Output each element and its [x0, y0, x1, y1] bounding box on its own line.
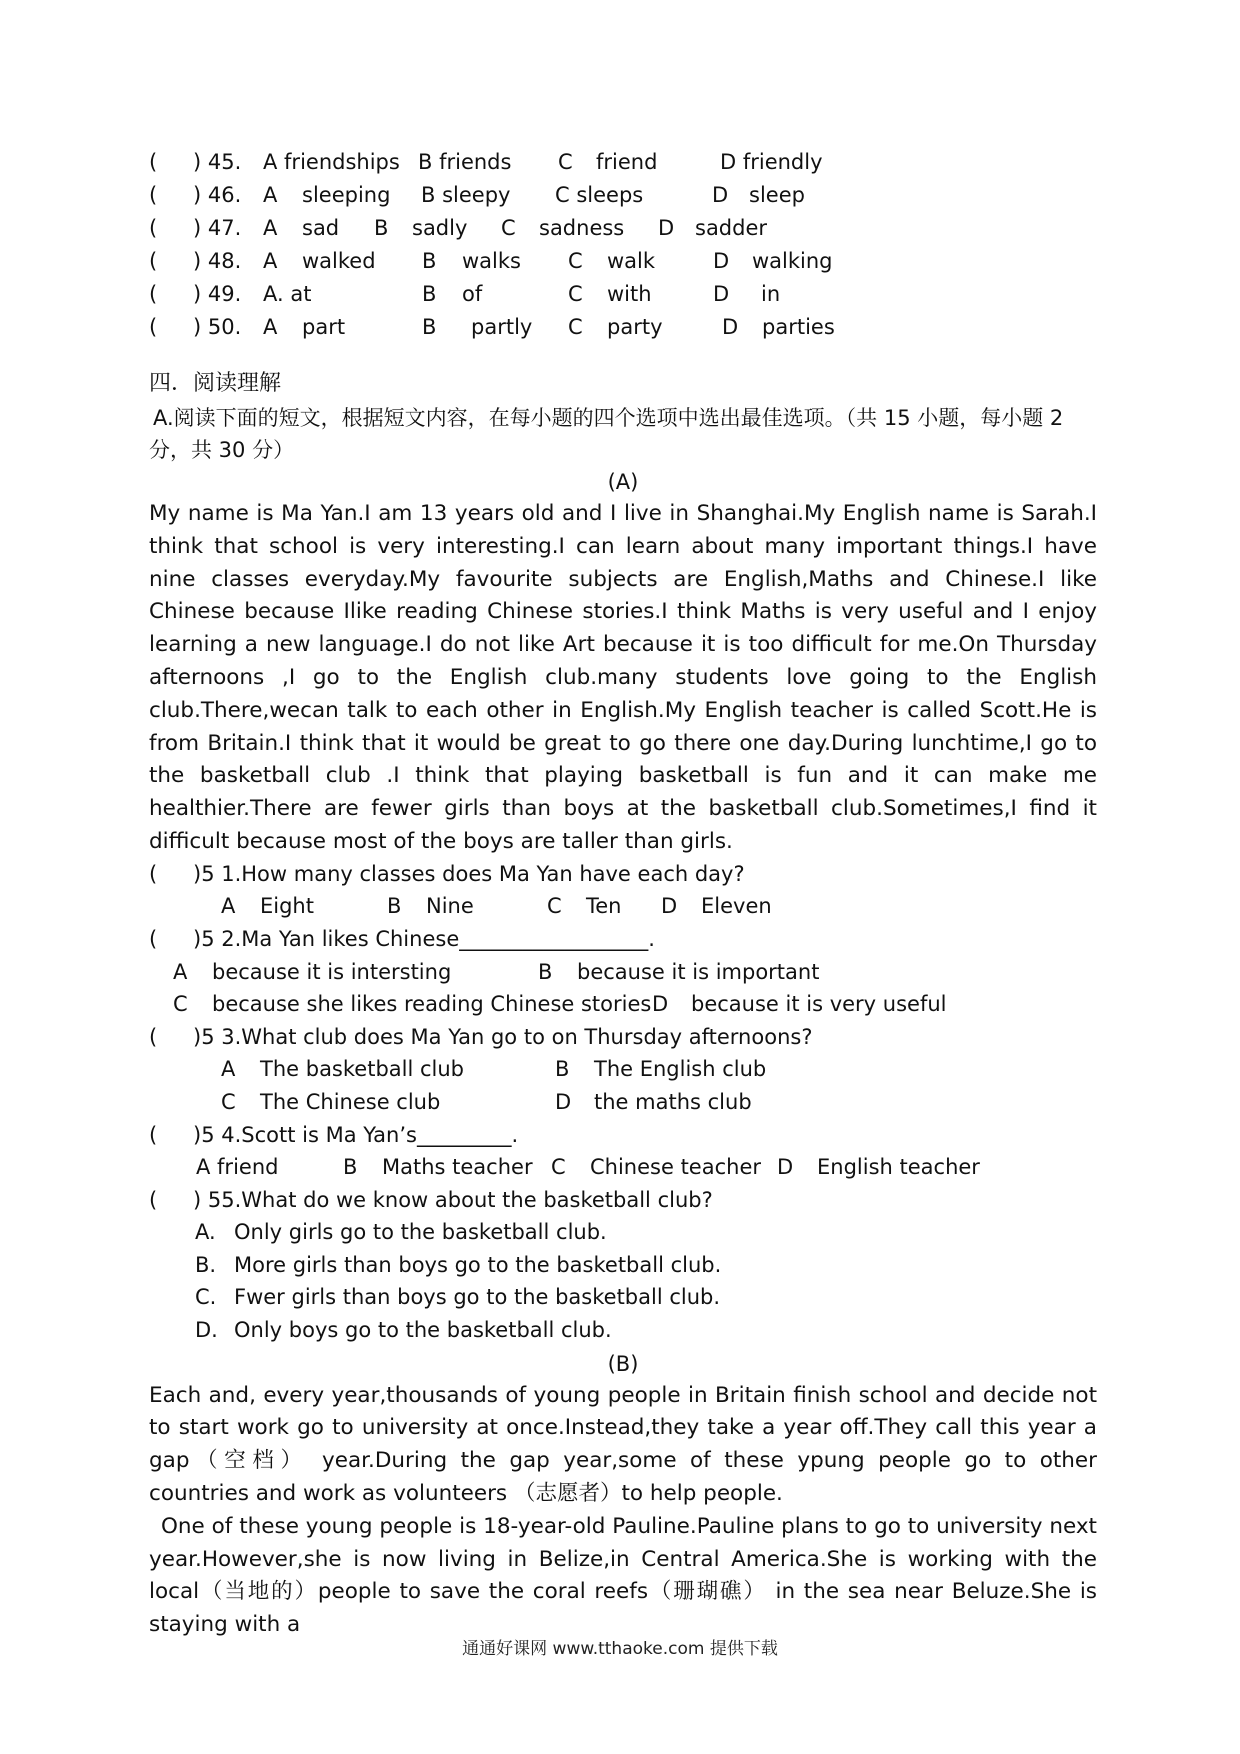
question-stem: ) 55.What do we know about the basketball club? — [193, 1187, 713, 1212]
question-stem: )5 1.How many classes does Ma Yan have each day? — [193, 861, 745, 886]
question-stem: )5 4.Scott is Ma Yan’s_________. — [193, 1122, 519, 1147]
option: B — [422, 249, 437, 273]
item-number: ) 50. — [193, 315, 242, 339]
mc-item-50 — [149, 311, 1097, 344]
mc-item-46 — [149, 179, 1097, 212]
option: friend — [596, 150, 658, 174]
option-letter: C — [551, 1155, 566, 1180]
option: walk — [607, 249, 656, 273]
mc-item-48 — [149, 245, 1097, 278]
passage-a-label: (A) — [607, 470, 639, 494]
item-number: ) 45. — [193, 150, 242, 174]
section-instructions: A.阅读下面的短文，根据短文内容，在每小题的四个选项中选出最佳选项。（共 15 小题，每小题 2 分，共 30 分） — [149, 406, 1064, 462]
answer-paren: ( — [149, 861, 158, 886]
option: walking — [752, 249, 833, 273]
option: B — [422, 315, 437, 339]
question-52 — [149, 924, 1097, 957]
question-stem: )5 3.What club does Ma Yan go to on Thursday afternoons? — [193, 1024, 813, 1049]
option-letter: A — [173, 959, 188, 984]
option: B — [422, 282, 437, 306]
option-letter: A. — [195, 1220, 216, 1245]
option: A friendships — [263, 150, 400, 174]
option: D — [712, 183, 729, 207]
option: of — [462, 282, 483, 306]
option-text: Nine — [426, 894, 474, 919]
option: A — [263, 315, 278, 339]
option-letter: B — [387, 894, 402, 919]
option: A — [263, 216, 278, 240]
option-letter: A — [221, 894, 236, 919]
mc-item-45 — [149, 146, 1097, 179]
option: D — [713, 282, 730, 306]
question-55-option-b — [149, 1250, 1097, 1283]
question-stem: )5 2.Ma Yan likes Chinese__________________. — [193, 926, 655, 951]
page-footer: 通通好课网 www.tthaoke.com 提供下载 — [462, 1639, 778, 1659]
mc-item-47 — [149, 212, 1097, 245]
option-letter: C. — [195, 1285, 217, 1310]
answer-paren: ( — [149, 150, 158, 174]
option: in — [761, 282, 781, 306]
option-text: The English club — [594, 1057, 767, 1082]
option: A — [263, 183, 278, 207]
option-text: because it is important — [577, 959, 820, 984]
option-text: because she likes reading Chinese stories — [212, 992, 652, 1017]
passage-a-text: My name is Ma Yan.I am 13 years old and I live in Shanghai.My English name is Sarah.I think that school is very interesting.I can learn about many important things.I have nine classes everyday.My favourite subjects are English,Maths and Chinese.I like Chinese because Ilike reading Chinese stories.I think Maths is very useful and I enjoy learning a new language.I do not like Art because it is too difficult for me.On Thursday afternoons ,I go to the English club.many students love going to the English club.There,wecan talk to each other in English.My English teacher is called Scott.He is from Britain.I think that it would be great to go there one day.During lunchtime,I go to the basketball club .I think that playing basketball is fun and it can make me healthier.There are fewer girls than boys at the basketball club.Sometimes,I find it difficult because most of the boys are taller than girls. — [149, 501, 1097, 854]
option-text: Chinese teacher — [590, 1155, 762, 1180]
option-letter: A — [221, 1057, 236, 1082]
option: A. at — [263, 282, 312, 306]
option-text: A friend — [196, 1155, 279, 1180]
answer-paren: ( — [149, 315, 158, 339]
question-53 — [149, 1022, 1097, 1055]
option-letter: B — [538, 959, 553, 984]
option-text: because it is very useful — [691, 992, 947, 1017]
option-text: Ten — [586, 894, 622, 919]
option: D — [713, 249, 730, 273]
option-text: Eight — [260, 894, 314, 919]
answer-paren: ( — [149, 183, 158, 207]
option: sleeping — [302, 183, 391, 207]
question-54 — [149, 1120, 1097, 1153]
option-text: Maths teacher — [382, 1155, 533, 1180]
option-letter: D — [661, 894, 678, 919]
answer-paren: ( — [149, 216, 158, 240]
option-letter: B — [555, 1057, 570, 1082]
passage-b-paragraph-2: One of these young people is 18-year-old Pauline.Pauline plans to go to university next year.However,she is now living in Belize,in Central America.She is working with the local（当地的）people to save the coral reefs（珊瑚礁） in the sea near Beluze.She is staying with a — [149, 1513, 1097, 1638]
option: part — [302, 315, 346, 339]
option: sadder — [695, 216, 768, 240]
question-52-options-cd — [149, 989, 1097, 1022]
option: sadness — [539, 216, 625, 240]
option-letter: D. — [195, 1318, 218, 1343]
option-letter: C — [173, 992, 188, 1017]
question-51 — [149, 859, 1097, 892]
option-letter: D — [777, 1155, 794, 1180]
mc-item-49 — [149, 278, 1097, 311]
option: D friendly — [720, 150, 823, 174]
passage-b-label: (B) — [607, 1351, 639, 1376]
option: with — [607, 282, 652, 306]
option: B sleepy — [421, 183, 511, 207]
question-53-options-cd — [149, 1087, 1097, 1120]
option-text: Only girls go to the basketball club. — [234, 1220, 607, 1245]
option: walks — [462, 249, 521, 273]
option: B friends — [418, 150, 512, 174]
option: C — [558, 150, 573, 174]
question-54-options — [149, 1152, 1097, 1185]
item-number: ) 49. — [193, 282, 242, 306]
option-text: the maths club — [594, 1089, 752, 1114]
section-title: 四．阅读理解 — [149, 371, 282, 396]
answer-paren: ( — [149, 1024, 158, 1049]
option: sleep — [749, 183, 805, 207]
option-text: because it is intersting — [212, 959, 452, 984]
passage-b-paragraph-1: Each and, every year,thousands of young people in Britain finish school and decide not to start work go to university at once.Instead,they take a year off.They call this year a gap（空档） year.During the gap year,some of these ypung people go to other countries and work as volunteers （志愿者）to help people. — [149, 1382, 1097, 1507]
option: walked — [302, 249, 376, 273]
option: sadly — [412, 216, 468, 240]
option: B — [374, 216, 389, 240]
question-55 — [149, 1185, 1097, 1218]
question-55-option-a — [149, 1217, 1097, 1250]
option-text: Fwer girls than boys go to the basketball club. — [234, 1285, 721, 1310]
item-number: ) 47. — [193, 216, 242, 240]
option: D — [658, 216, 675, 240]
option: C sleeps — [555, 183, 644, 207]
answer-paren: ( — [149, 926, 158, 951]
option: C — [568, 315, 583, 339]
answer-paren: ( — [149, 1122, 158, 1147]
option-text: More girls than boys go to the basketball club. — [234, 1252, 722, 1277]
question-55-option-c — [149, 1282, 1097, 1315]
answer-paren: ( — [149, 249, 158, 273]
option: C — [501, 216, 516, 240]
page-content — [149, 146, 1097, 1642]
option: A — [263, 249, 278, 273]
question-52-options-ab — [149, 957, 1097, 990]
answer-paren: ( — [149, 282, 158, 306]
option: D — [722, 315, 739, 339]
option-letter: C — [547, 894, 562, 919]
option: C — [568, 282, 583, 306]
question-53-options-ab — [149, 1054, 1097, 1087]
option: parties — [762, 315, 835, 339]
option-text: Only boys go to the basketball club. — [234, 1318, 612, 1343]
option-letter: D — [652, 992, 669, 1017]
option: party — [607, 315, 663, 339]
option-text: The Chinese club — [260, 1089, 441, 1114]
option: partly — [471, 315, 533, 339]
option-letter: D — [555, 1089, 572, 1114]
question-55-option-d — [149, 1315, 1097, 1348]
question-51-options — [149, 891, 1097, 924]
option-text: English teacher — [817, 1155, 980, 1180]
option-letter: B. — [195, 1252, 217, 1277]
option-text: Eleven — [701, 894, 772, 919]
item-number: ) 48. — [193, 249, 242, 273]
option-letter: C — [221, 1089, 236, 1114]
option: C — [568, 249, 583, 273]
option: sad — [302, 216, 340, 240]
answer-paren: ( — [149, 1187, 158, 1212]
item-number: ) 46. — [193, 183, 242, 207]
option-letter: B — [343, 1155, 358, 1180]
option-text: The basketball club — [260, 1057, 465, 1082]
